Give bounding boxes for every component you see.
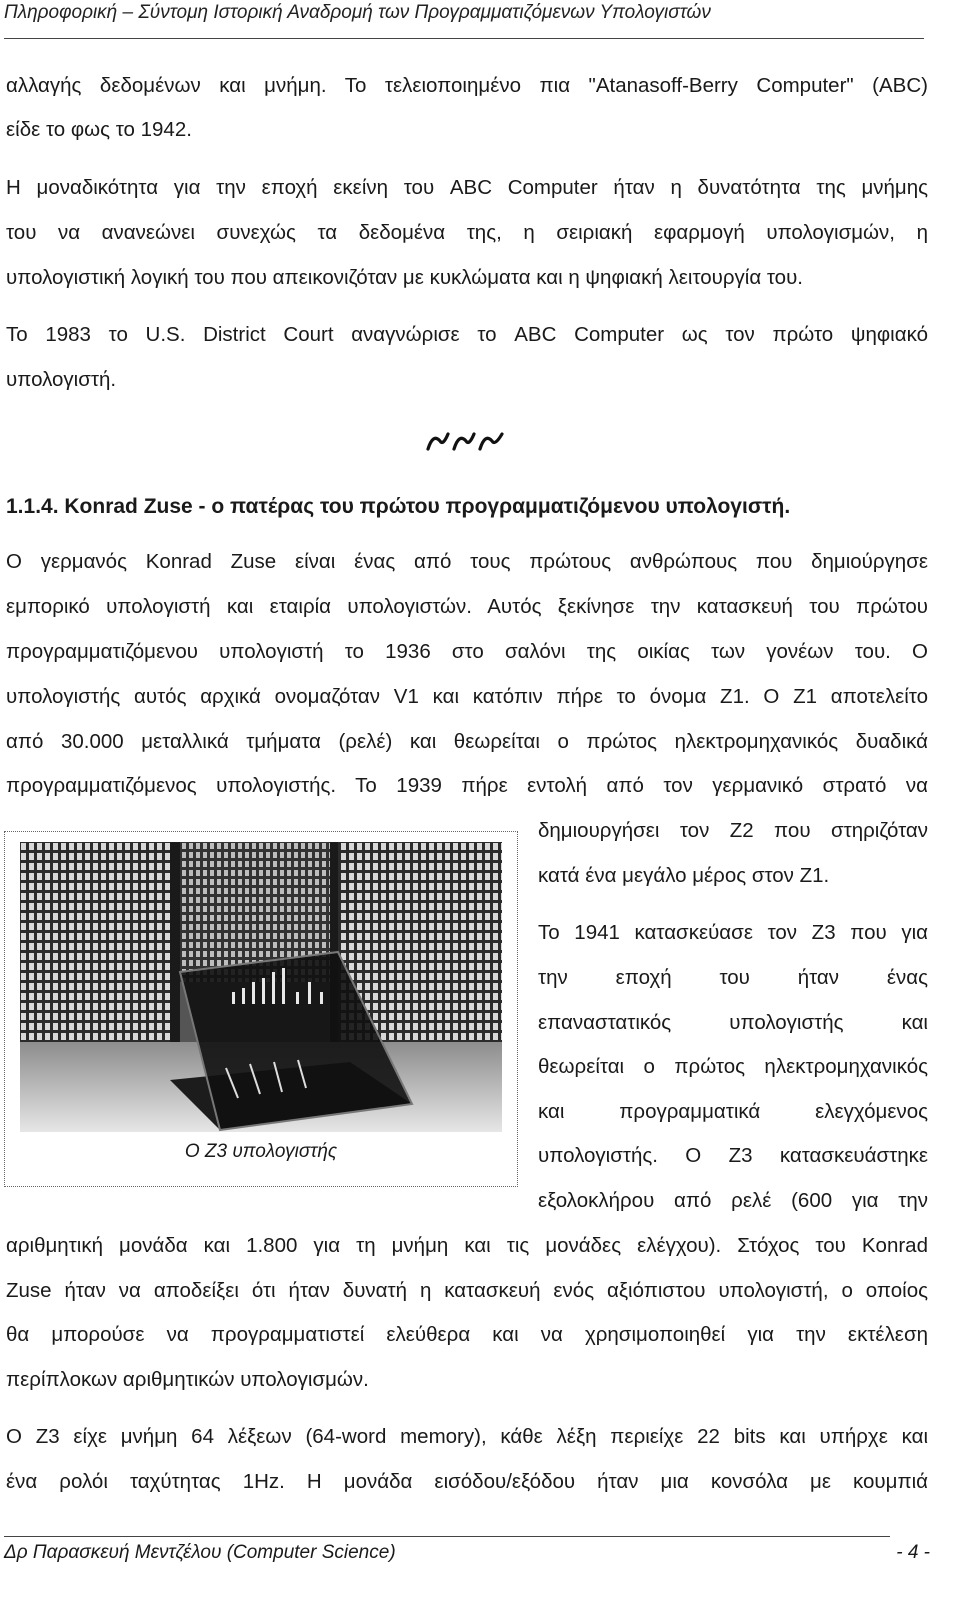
text-line: θα μπορούσε να προγραμματιστεί ελεύθερα και να χρησιμοποιηθεί για την εκτέλεση bbox=[6, 1323, 928, 1346]
text-line: ένα ρολόι ταχύτητας 1Hz. Η μονάδα εισόδου/εξόδου ήταν μια κονσόλα με κουμπιά bbox=[6, 1470, 928, 1493]
page-number: - 4 - bbox=[896, 1542, 930, 1563]
text-line: εμπορικό υπολογιστή και εταιρία υπολογιστών. Αυτός ξεκίνησε την κατασκευή του πρώτου bbox=[6, 595, 928, 618]
footer-author: Δρ Παρασκευή Μεντζέλου (Computer Science) bbox=[4, 1542, 396, 1563]
text-line: υπολογιστής αυτός αρχικά ονομαζόταν V1 και κατόπιν πήρε το όνομα Z1. Ο Z1 αποτελείτο bbox=[6, 685, 928, 708]
text-line: την εποχή του ήταν ένας bbox=[538, 966, 928, 989]
text-line: Το 1983 το U.S. District Court αναγνώρισε το ABC Computer ως τον πρώτο ψηφιακό bbox=[6, 323, 928, 346]
text-line: προγραμματιζόμενου υπολογιστή το 1936 στο σαλόνι της οικίας των γονέων του. Ο bbox=[6, 640, 928, 663]
text-line: εξολοκλήρου από ρελέ (600 για την bbox=[538, 1189, 928, 1212]
text-line: αριθμητική μονάδα και 1.800 για τη μνήμη και τις μονάδες ελέγχου). Στόχος του Konrad bbox=[6, 1234, 928, 1257]
text-line: κατά ένα μεγάλο μέρος στον Z1. bbox=[538, 864, 830, 887]
text-line: Η μοναδικότητα για την εποχή εκείνη του ABC Computer ήταν η δυνατότητα της μνήμης bbox=[6, 176, 928, 199]
ornament-divider bbox=[424, 428, 508, 454]
text-line: από 30.000 μεταλλικά τμήματα (ρελέ) και θεωρείται ο πρώτος ηλεκτρομηχανικός δυαδικά bbox=[6, 730, 928, 753]
text-line: υπολογιστής. Ο Z3 κατασκευάστηκε bbox=[538, 1144, 928, 1167]
text-line: είδε το φως το 1942. bbox=[6, 118, 192, 141]
running-header: Πληροφορική – Σύντομη Ιστορική Αναδρομή των Προγραμματιζόμενων Υπολογιστών bbox=[4, 2, 711, 23]
footer-rule bbox=[4, 1536, 890, 1537]
text-line: αλλαγής δεδομένων και μνήμη. Το τελειοποιημένο πια "Atanasoff-Berry Computer" (ABC) bbox=[6, 74, 928, 97]
text-line: υπολογιστική λογική του που απεικονιζόταν με κυκλώματα και η ψηφιακή λειτουργία του. bbox=[6, 266, 803, 289]
text-line: επαναστατικός υπολογιστής και bbox=[538, 1011, 928, 1034]
text-line: Zuse ήταν να αποδείξει ότι ήταν δυνατή η κατασκευή ενός αξιόπιστου υπολογιστή, ο οποίος bbox=[6, 1279, 928, 1302]
text-line: Το 1941 κατασκεύασε τον Z3 που για bbox=[538, 921, 928, 944]
text-line: περίπλοκων αριθμητικών υπολογισμών. bbox=[6, 1368, 369, 1391]
text-line: υπολογιστή. bbox=[6, 368, 117, 391]
figure-caption: Ο Z3 υπολογιστής bbox=[184, 1141, 338, 1162]
z3-computer-photo bbox=[20, 842, 502, 1132]
text-line: Ο Z3 είχε μνήμη 64 λέξεων (64-word memory), κάθε λέξη περιείχε 22 bits και υπήρχε και bbox=[6, 1425, 928, 1448]
text-line: θεωρείται ο πρώτος ηλεκτρομηχανικός bbox=[538, 1055, 928, 1078]
text-line: και προγραμματικά ελεγχόμενος bbox=[538, 1100, 928, 1123]
header-rule bbox=[4, 38, 924, 39]
text-line: Ο γερμανός Konrad Zuse είναι ένας από τους πρώτους ανθρώπους που δημιούργησε bbox=[6, 550, 928, 573]
section-heading: 1.1.4. Konrad Zuse - ο πατέρας του πρώτου προγραμματιζόμενου υπολογιστή. bbox=[6, 495, 791, 518]
text-line: του να ανανεώνει συνεχώς τα δεδομένα της, η σειριακή εφαρμογή υπολογισμών, η bbox=[6, 221, 928, 244]
text-line: προγραμματιζόμενος υπολογιστής. Το 1939 πήρε εντολή από τον γερμανικό στρατό να bbox=[6, 774, 928, 797]
text-line: δημιουργήσει τον Z2 που στηριζόταν bbox=[538, 819, 928, 842]
